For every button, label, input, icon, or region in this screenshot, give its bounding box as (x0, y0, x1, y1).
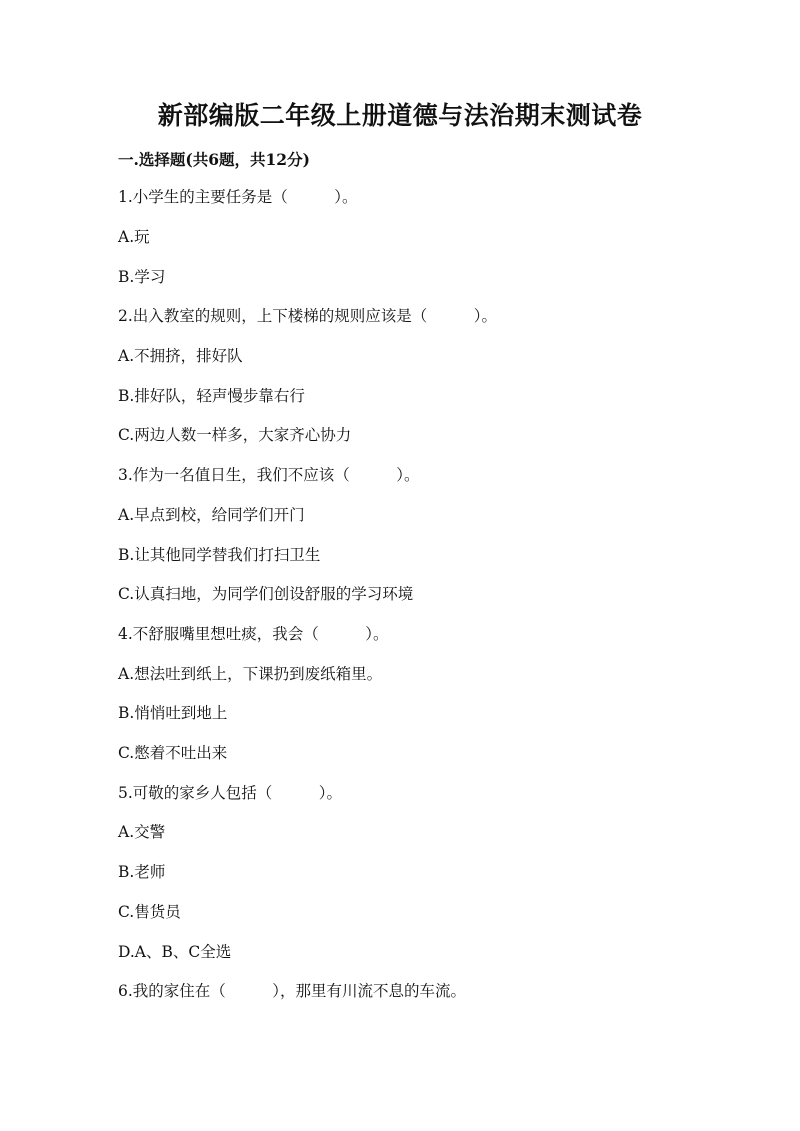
question-4: 4.不舒服嘴里想吐痰，我会（ ）。 (118, 625, 389, 643)
question-5-option-c: C.售货员 (118, 903, 181, 921)
question-4-option-b: B.悄悄吐到地上 (118, 704, 228, 722)
question-3-option-c: C.认真扫地，为同学们创设舒服的学习环境 (118, 585, 414, 603)
question-5: 5.可敬的家乡人包括（ ）。 (118, 784, 343, 802)
exam-title: 新部编版二年级上册道德与法治期末测试卷 (157, 101, 643, 130)
question-1-option-a: A.玩 (118, 228, 150, 246)
question-6: 6.我的家住在（ ），那里有川流不息的车流。 (118, 982, 467, 1000)
question-1-option-b: B.学习 (118, 268, 166, 286)
question-5-option-a: A.交警 (118, 823, 166, 841)
question-4-option-c: C.憋着不吐出来 (118, 744, 228, 762)
question-3: 3.作为一名值日生，我们不应该（ ）。 (118, 466, 420, 484)
question-2-option-b: B.排好队，轻声慢步靠右行 (118, 387, 305, 405)
question-3-option-a: A.早点到校，给同学们开门 (118, 506, 305, 524)
question-5-option-d: D.A、B、C全选 (118, 943, 232, 961)
question-2: 2.出入教室的规则，上下楼梯的规则应该是（ ）。 (118, 307, 498, 325)
question-1: 1.小学生的主要任务是（ ）。 (118, 188, 358, 206)
question-2-option-a: A.不拥挤，排好队 (118, 347, 243, 365)
question-2-option-c: C.两边人数一样多，大家齐心协力 (118, 426, 352, 444)
question-5-option-b: B.老师 (118, 863, 166, 881)
question-4-option-a: A.想法吐到纸上，下课扔到废纸箱里。 (118, 665, 383, 683)
question-3-option-b: B.让其他同学替我们打扫卫生 (118, 546, 321, 564)
section-heading: 一.选择题(共6题，共12分) (118, 150, 310, 169)
